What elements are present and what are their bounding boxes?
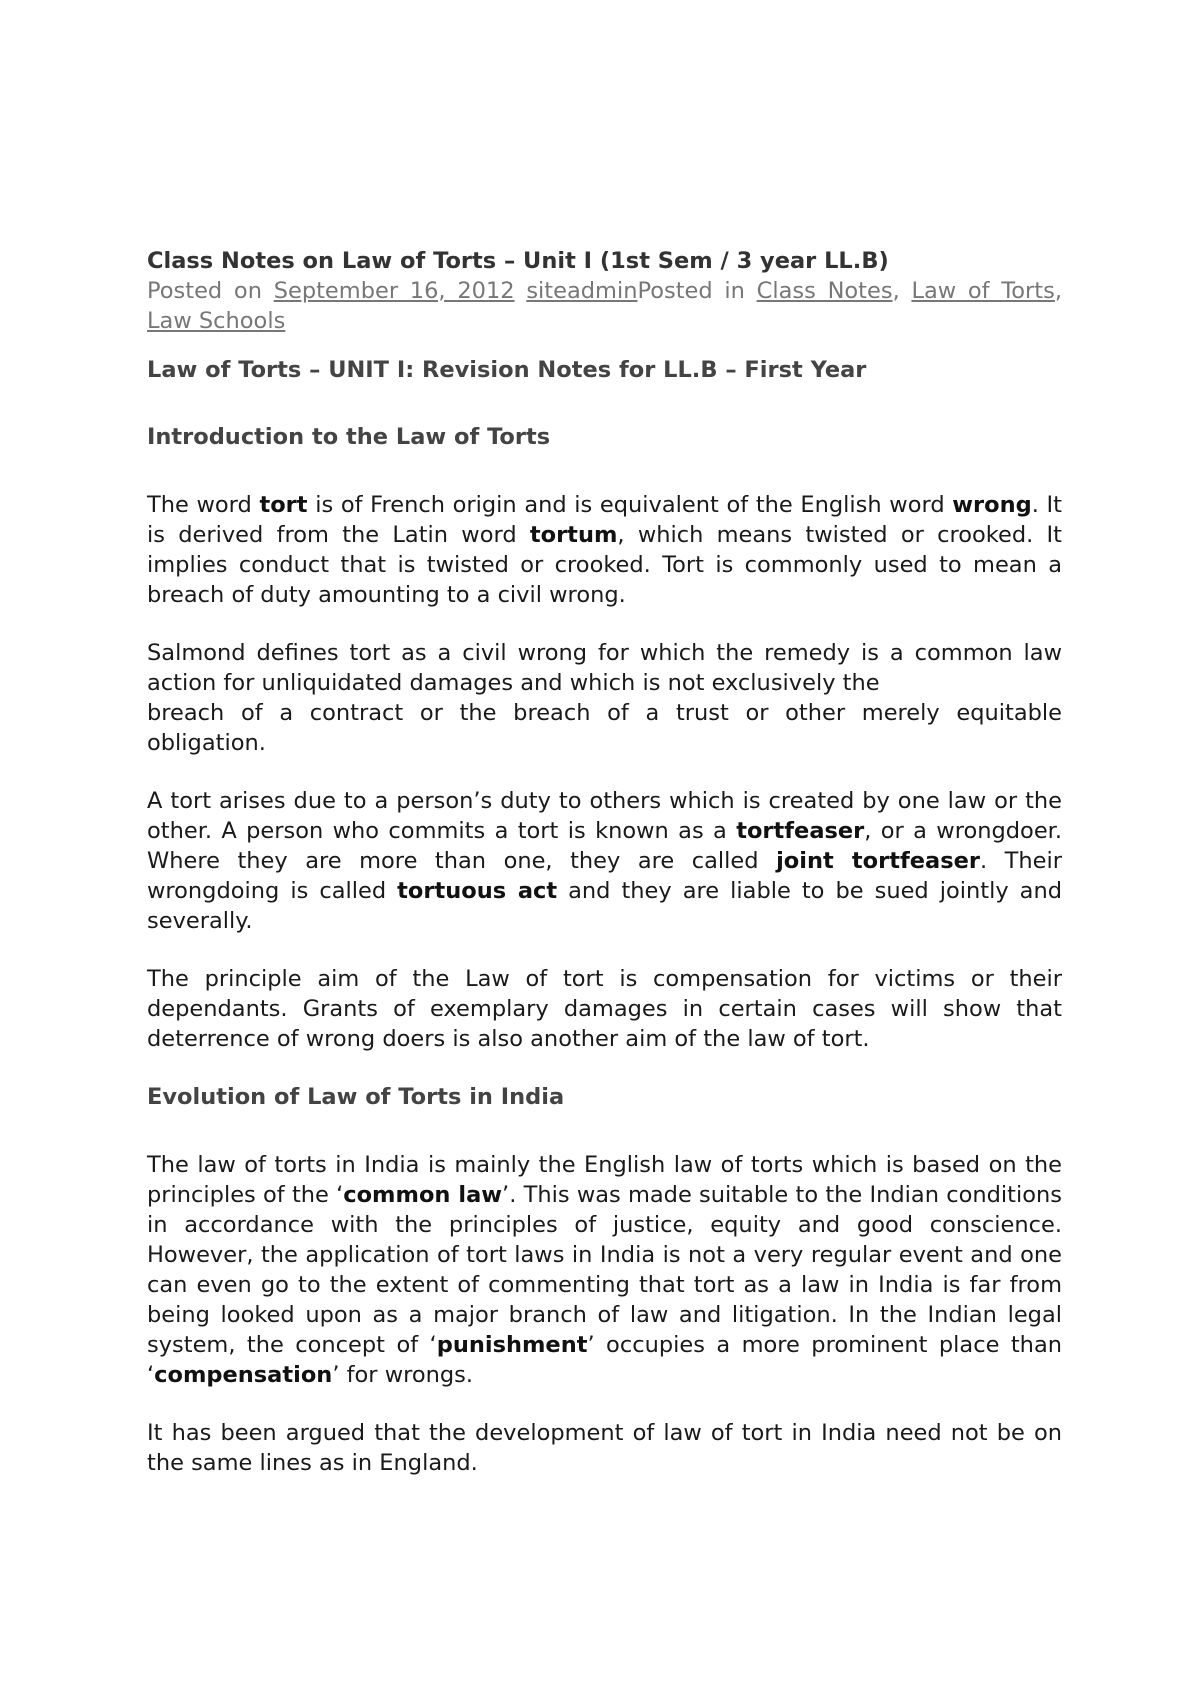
posted-on-label: Posted on [147,278,262,304]
main-heading: Law of Torts – UNIT I: Revision Notes for LL.B – First Year [147,357,867,383]
posted-in-label: Posted in [637,278,745,304]
term-tort: tort [259,492,308,518]
term-wrong: wrong [952,492,1032,518]
category-link-class-notes[interactable]: Class Notes [756,278,893,304]
category-link-law-of-torts[interactable]: Law of Torts [911,278,1055,304]
term-joint-tortfeaser: joint tortfeaser [776,848,980,874]
term-punishment: punishment [436,1332,588,1358]
document-page [147,246,1062,1478]
author-link[interactable]: siteadmin [526,278,638,304]
paragraph-salmond-line-a: Salmond defines tort as a civil wrong for which the remedy is a common law action for unliquidated damages and which is not exclusively the [147,640,1062,696]
term-tortuous-act: tortuous act [397,878,558,904]
paragraph-development-in-india: It has been argued that the development of law of tort in India need not be on the same lines as in England. [147,1420,1062,1476]
term-tortfeaser: tortfeaser [736,818,865,844]
category-link-law-schools[interactable]: Law Schools [147,308,286,334]
post-meta: Posted on September 16, 2012 siteadminPosted in Class Notes, Law of Torts, Law Schools [147,278,1062,334]
paragraph-aim-of-tort: The principle aim of the Law of tort is compensation for victims or their dependants. Grants of exemplary damages in certain cases will show that deterrence of wrong doers is also another aim of the law of tort. [147,966,1062,1052]
section-heading-evolution: Evolution of Law of Torts in India [147,1084,565,1110]
paragraph-salmond-line-b: breach of a contract or the breach of a trust or other merely equitable obligation. [147,700,1062,756]
paragraph-tortfeaser: A tort arises due to a person’s duty to others which is created by one law or the other. A person who commits a tort is known as a tortfeaser, or a wrongdoer. Where they are more than one, they are called joint tortfeaser. Their wrongdoing is called tortuous act and they are liable to be sued jointly and severally. [147,788,1063,934]
term-compensation: compensation [154,1362,333,1388]
term-common-law: common law [343,1182,503,1208]
section-heading-introduction: Introduction to the Law of Torts [147,424,551,450]
post-date-link[interactable]: September 16, 2012 [273,278,515,304]
post-title: Class Notes on Law of Torts – Unit I (1st Sem / 3 year LL.B) [147,248,889,274]
paragraph-tort-definition: The word tort is of French origin and is equivalent of the English word wrong. It is derived from the Latin word tortum, which means twisted or crooked. It implies conduct that is twisted or crooked. Tort is commonly used to mean a breach of duty amounting to a civil wrong. [147,492,1062,608]
paragraph-torts-in-india: The law of torts in India is mainly the English law of torts which is based on the principles of the ‘common law’. This was made suitable to the Indian conditions in accordance with the principles of justice, equity and good conscience. However, the application of tort laws in India is not a very regular event and one can even go to the extent of commenting that tort as a law in India is far from being looked upon as a major branch of law and litigation. In the Indian legal system, the concept of ‘punishment’ occupies a more prominent place than ‘compensation’ for wrongs. [147,1152,1062,1388]
term-tortum: tortum [529,522,618,548]
